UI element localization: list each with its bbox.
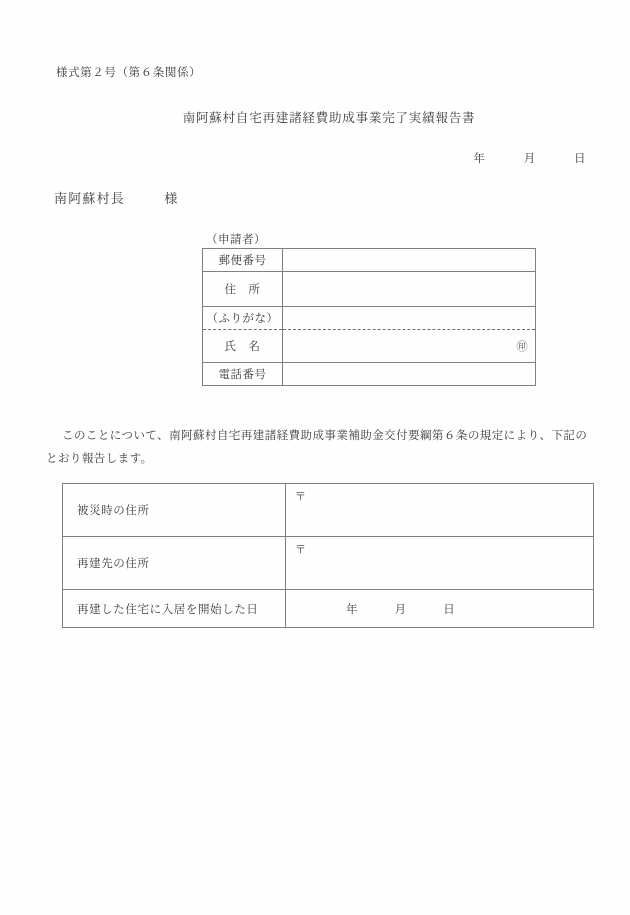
- applicant-address-label: 住 所: [203, 272, 283, 307]
- applicant-furigana-label: （ふりがな）: [203, 307, 283, 330]
- date-line: [473, 150, 586, 166]
- date-month: 月: [523, 151, 536, 165]
- date-day: 日: [574, 151, 586, 165]
- move-in-month: 月: [394, 601, 407, 616]
- table-row: [63, 537, 594, 590]
- document-title: 南阿蘇村自宅再建諸経費助成事業完了実績報告書: [182, 110, 476, 125]
- table-row: [203, 330, 536, 363]
- date-year: 年: [473, 151, 486, 165]
- applicant-section-label: （申請者）: [206, 232, 266, 246]
- table-row: [203, 363, 536, 386]
- applicant-postal-code-label: 郵便番号: [203, 249, 283, 272]
- table-row: [63, 484, 594, 537]
- applicant-postal-code-field[interactable]: [283, 249, 536, 272]
- disaster-address-label: 被災時の住所: [63, 484, 286, 537]
- addressee-name: 南阿蘇村長: [54, 192, 126, 207]
- applicant-name-label: 氏 名: [203, 330, 283, 363]
- body-paragraph-text: このことについて、南阿蘇村自宅再建諸経費助成事業補助金交付要綱第６条の規定により、下記のとおり報告します。: [46, 428, 588, 465]
- move-in-year: 年: [346, 601, 359, 616]
- applicant-telephone-label: 電話番号: [203, 363, 283, 386]
- rebuild-address-label: 再建先の住所: [63, 537, 286, 590]
- addressee: [54, 188, 179, 207]
- applicant-furigana-field[interactable]: [283, 307, 536, 330]
- applicant-table: [202, 248, 536, 386]
- details-table: [62, 483, 594, 628]
- table-row: [203, 249, 536, 272]
- applicant-name-field[interactable]: [283, 330, 536, 363]
- applicant-address-field[interactable]: [283, 272, 536, 307]
- move-in-day: 日: [443, 601, 456, 616]
- form-number: 様式第２号（第６条関係）: [56, 65, 202, 79]
- applicant-telephone-field[interactable]: [283, 363, 536, 386]
- seal-icon: ㊞: [516, 340, 528, 353]
- table-row: [63, 590, 594, 628]
- postal-mark-icon: 〒: [295, 490, 307, 503]
- table-row: [203, 307, 536, 330]
- move-in-date-field[interactable]: [286, 590, 594, 628]
- rebuild-address-field[interactable]: [286, 537, 594, 590]
- disaster-address-field[interactable]: [286, 484, 594, 537]
- table-row: [203, 272, 536, 307]
- move-in-date-label: 再建した住宅に入居を開始した日: [63, 590, 286, 628]
- body-paragraph: [46, 424, 594, 470]
- addressee-honorific: 様: [164, 192, 179, 207]
- postal-mark-icon: 〒: [295, 543, 307, 556]
